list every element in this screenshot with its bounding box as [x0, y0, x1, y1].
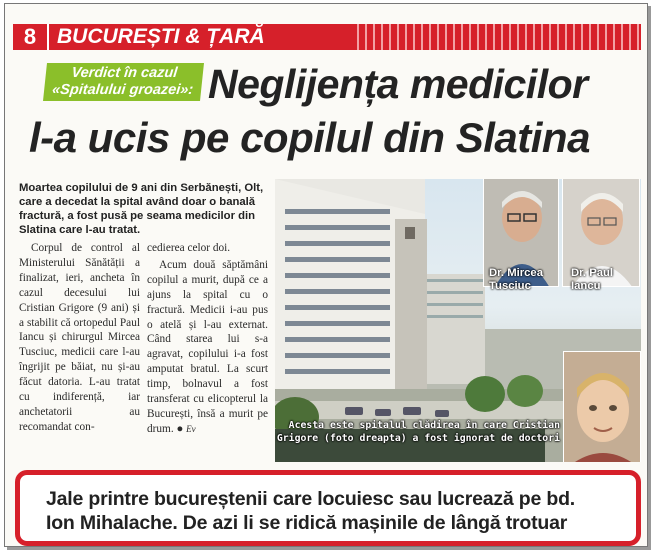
photo-caption-line-1: Acesta este spitalul clădirea în care Cristian: [288, 420, 560, 431]
kicker-line-1: Verdict în cazul: [70, 65, 179, 81]
child-portrait: [563, 351, 641, 462]
end-mark: ●: [176, 422, 184, 435]
teaser-box[interactable]: [15, 470, 641, 546]
headline-line-1: Neglijența medicilor: [208, 61, 588, 107]
column-1-paragraph: Corpul de control al Ministerului Sănătății a finalizat, ieri, ancheta în cazul decesului lui Cristian Grigore (9 ani) și a stabilit că ortopedul Paul Iancu și chirurgul Mircea Tusciuc, medicii care l-au îngrijit pe băiat, nu și-au făcut datoria. L-au tratat cu indiferență, iar anchetatorii au recomandat con-: [19, 242, 140, 433]
doctor-1-name-line-1: Dr. Mircea: [489, 267, 544, 279]
header-stripes: [351, 24, 641, 50]
kicker-line-2: «Spitalului groazei»:: [51, 82, 195, 98]
article-column-1: [19, 241, 140, 435]
author-signature: Ev: [186, 423, 196, 434]
photo-caption: [275, 420, 560, 445]
doctor-1-name-line-2: Tusciuc: [489, 280, 531, 292]
column-2-paragraph-2: [147, 258, 268, 437]
article-column-2: [147, 241, 268, 437]
teaser-line-1: Jale printre bucureștenii care locuiesc sau lucrează pe bd.: [46, 488, 576, 510]
section-title: BUCUREȘTI & ȚARĂ: [57, 25, 265, 48]
column-2-paragraph-2-text: Acum două săptămâni copilul a murit, după ce a ajuns la spital cu o fractură. Medicii i-au pus o atelă și l-au externat. Când starea lui s-a agravat, copilului i-a fost amputat bratul. La scurt timp, bolnavul a fost transferat cu elicopterul la București, însă a murit pe drum.: [147, 258, 268, 435]
teaser-line-2: Ion Mihalache. De azi li se ridică mașinile de lângă trotuar: [46, 512, 568, 534]
newspaper-page: [4, 3, 648, 547]
headline-line-2: l-a ucis pe copilul din Slatina: [29, 114, 590, 161]
doctor-2-name-line-1: Dr. Paul: [571, 267, 614, 279]
doctor-2-name-line-2: Iancu: [571, 280, 601, 292]
section-header: [13, 24, 641, 50]
doctor-1-caption: [489, 267, 557, 293]
kicker-badge: [43, 63, 204, 101]
doctor-2-caption: [571, 267, 637, 293]
photo-caption-line-2: Grigore (foto dreapta) a fost ignorat de doctori: [276, 432, 560, 444]
article-lead: Moartea copilului de 9 ani din Serbănești, Olt, care a decedat la spital având doar o banală fractură, a fost pusă pe seama medicilor din Slatina care l-au tratat.: [19, 182, 264, 236]
page-number: 8: [13, 24, 49, 50]
column-2-paragraph-1: cedierea celor doi.: [147, 242, 231, 254]
